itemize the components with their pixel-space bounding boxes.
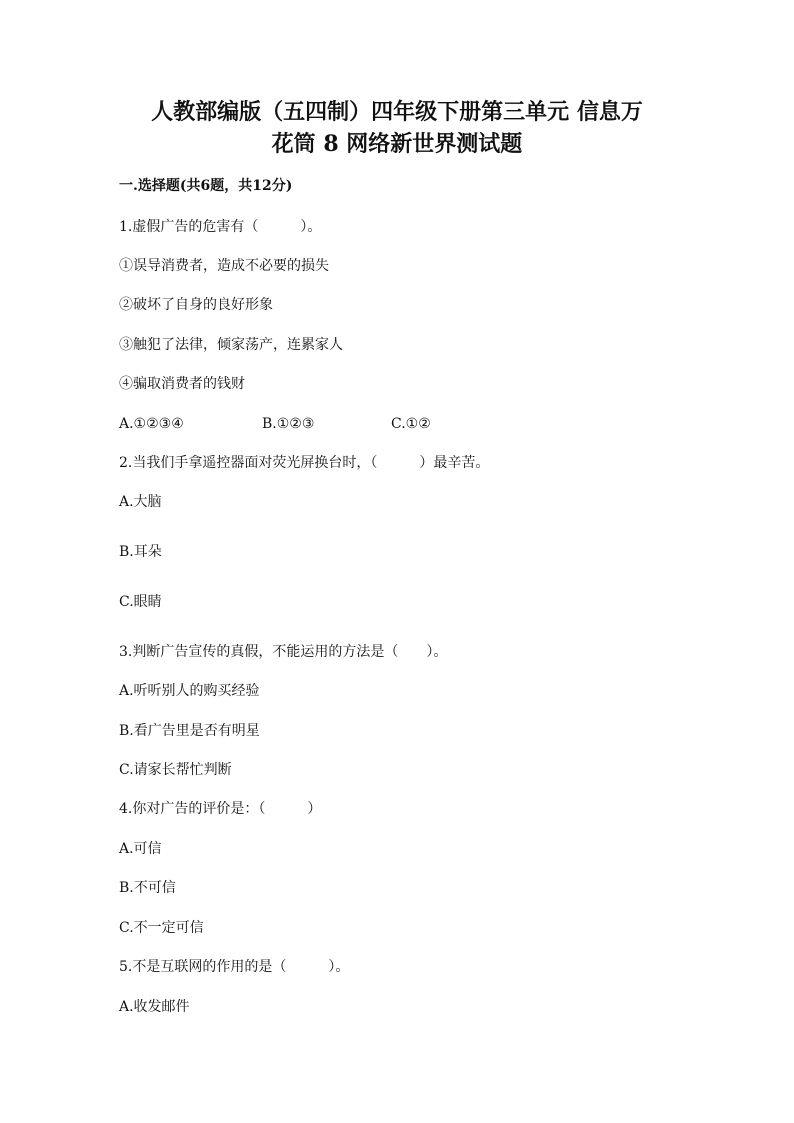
question-3-stem: 3.判断广告宣传的真假，不能运用的方法是（ ）。 xyxy=(119,644,448,660)
question-4-option-b: B.不可信 xyxy=(119,880,176,896)
question-2-option-b: B.耳朵 xyxy=(119,544,162,560)
question-2-stem: 2.当我们手拿遥控器面对荧光屏换台时，（ ）最辛苦。 xyxy=(119,455,490,471)
question-4-option-a: A.可信 xyxy=(119,841,162,857)
section-heading: 一.选择题(共6题，共12分) xyxy=(119,178,293,194)
question-1-item-3: ③触犯了法律，倾家荡产，连累家人 xyxy=(119,337,343,353)
document-title-line-1: 人教部编版（五四制）四年级下册第三单元 信息万 xyxy=(151,99,643,125)
question-1-option-c: C.①② xyxy=(391,416,431,432)
question-1-item-2: ②破坏了自身的良好形象 xyxy=(119,297,273,313)
question-1-item-1: ①误导消费者，造成不必要的损失 xyxy=(119,258,329,274)
question-3-option-b: B.看广告里是否有明星 xyxy=(119,723,260,739)
question-4-option-c: C.不一定可信 xyxy=(119,920,204,936)
question-1-stem: 1.虚假广告的危害有（ ）。 xyxy=(119,219,322,235)
question-3-option-a: A.听听别人的购买经验 xyxy=(119,683,260,699)
question-4-stem: 4.你对广告的评价是：（ ） xyxy=(119,801,322,817)
question-5-option-a: A.收发邮件 xyxy=(119,999,190,1015)
question-1-option-b: B.①②③ xyxy=(262,416,315,432)
document-title-line-2: 花筒 8 网络新世界测试题 xyxy=(271,131,523,157)
question-1-option-a: A.①②③④ xyxy=(119,416,184,432)
question-2-option-a: A.大脑 xyxy=(119,494,162,510)
question-2-option-c: C.眼睛 xyxy=(119,594,162,610)
question-1-item-4: ④骗取消费者的钱财 xyxy=(119,376,245,392)
question-3-option-c: C.请家长帮忙判断 xyxy=(119,762,232,778)
question-5-stem: 5.不是互联网的作用的是（ ）。 xyxy=(119,959,350,975)
